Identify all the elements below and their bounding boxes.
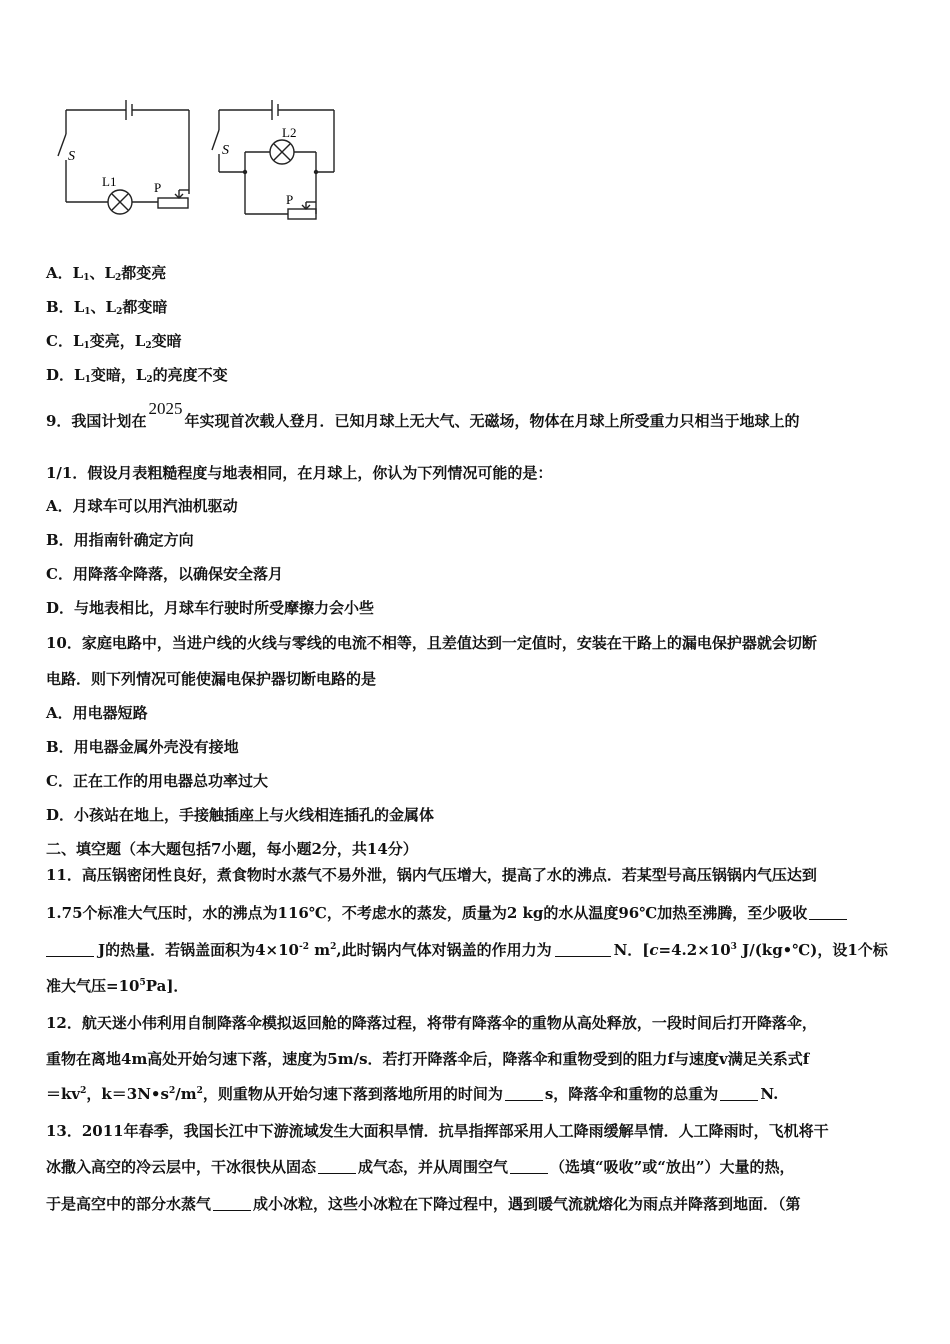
q9-option-a: A．月球车可以用汽油机驱动 [46,497,238,515]
section-heading: 二、填空题（本大题包括7小题，每小题2分，共14分） [46,840,418,858]
q13-line1: 13．2011年春季，我国长江中下游流域发生大面积旱情．抗旱指挥部采用人工降雨缓解旱情．人工降雨时，飞机将干 [46,1122,829,1140]
rheostat [288,209,316,219]
q10-option-b: B．用电器金属外壳没有接地 [46,738,239,756]
q9-year: 2025 [148,399,183,418]
right-circuit [212,100,334,219]
q9-stem-line2: 1/1．假设月表粗糙程度与地表相同，在月球上，你认为下列情况可能的是： [46,464,553,482]
q13-blank-3 [213,1196,251,1211]
q12-line3: $=kv^2$，$k=3N•s^2/m^2$，则重物从开始匀速下落到落地所用的时间为 s，降落伞和重物的总重为 N. [46,1085,779,1103]
q12-line1: 12．航天迷小伟利用自制降落伞模拟返回舱的降落过程，将带有降落伞的重物从高处释放，一段时间后打开降落伞， [46,1014,817,1032]
label-left-lamp: L1 [102,174,117,189]
q9-stem: 9．我国计划在2025年实现首次载人登月．已知月球上无大气、无磁场，物体在月球上所受重力只相当于地球上的 [46,399,800,430]
q11-blank-2 [555,942,611,957]
q13-blank-2 [510,1159,548,1174]
q10-option-d: D．小孩站在地上，手接触插座上与火线相连插孔的金属体 [46,806,435,824]
q11-blank-1a [809,905,847,920]
label-right-switch: S [222,143,229,158]
q11-line2: 1.75个标准大气压时，水的沸点为116℃，不考虑水的蒸发，质量为2 kg的水从温度96℃加热至沸腾，至少吸收 [46,902,847,923]
label-right-lamp: L2 [282,125,297,140]
q9-option-d: D．与地表相比，月球车行驶时所受摩擦力会小些 [46,599,375,617]
q10-stem-line2: 电路．则下列情况可能使漏电保护器切断电路的是 [46,670,377,688]
q9-option-b: B．用指南针确定方向 [46,531,194,549]
q12-blank-2 [720,1086,758,1101]
q10-option-c: C．正在工作的用电器总功率过大 [46,772,268,790]
q12-line2: 重物在离地4m高处开始匀速下落，速度为5m/s．若打开降落伞后，降落伞和重物受到的阻力f与速度v满足关系式f [46,1050,810,1068]
q8-option-d: D．$L_1$变暗，$L_2$的亮度不变 [46,366,228,385]
q8-option-c: C．$L_1$变亮，$L_2$变暗 [46,332,182,351]
q13-blank-1 [318,1159,356,1174]
circuit-diagrams [44,92,404,232]
q13-line3: 于是高空中的部分水蒸气 成小冰粒，这些小冰粒在下降过程中，遇到暖气流就熔化为雨点并降落到地面．（第 [46,1195,801,1213]
q11-line3: J的热量．若锅盖面积为$4\times 10^{-2}$ $m^2$,此时锅内气体对锅盖的作用力为 N．[$c=4.2\times 10^3$ J/(kg•℃)，设1个标 [46,939,888,960]
q11-line1: 11．高压锅密闭性良好，煮食物时水蒸气不易外泄，锅内气压增大，提高了水的沸点．若某型号高压锅锅内气压达到 [46,866,817,884]
label-left-slider: P [154,180,162,195]
label-left-switch: S [68,149,75,164]
q11-line4: 准大气压$=10^5Pa$]． [46,977,189,995]
q10-option-a: A．用电器短路 [46,704,148,722]
left-circuit [58,100,189,214]
switch-blade [212,130,219,150]
q9-option-c: C．用降落伞降落，以确保安全落月 [46,565,283,583]
q11-blank-1b [46,942,94,957]
q8-option-a: A．$L_1$、$L_2$都变亮 [46,264,167,283]
switch-blade [58,134,66,156]
q12-blank-1 [505,1086,543,1101]
rheostat [158,198,188,208]
q8-option-b: B．$L_1$、$L_2$都变暗 [46,298,168,317]
q10-stem: 10．家庭电路中，当进户线的火线与零线的电流不相等，且差值达到一定值时，安装在干路上的漏电保护器就会切断 [46,634,817,652]
label-right-slider: P [286,192,294,207]
q13-line2: 冰撒入高空的冷云层中，干冰很快从固态 成气态，并从周围空气 （选填“吸收”或“放出”）大量的热， [46,1158,795,1176]
